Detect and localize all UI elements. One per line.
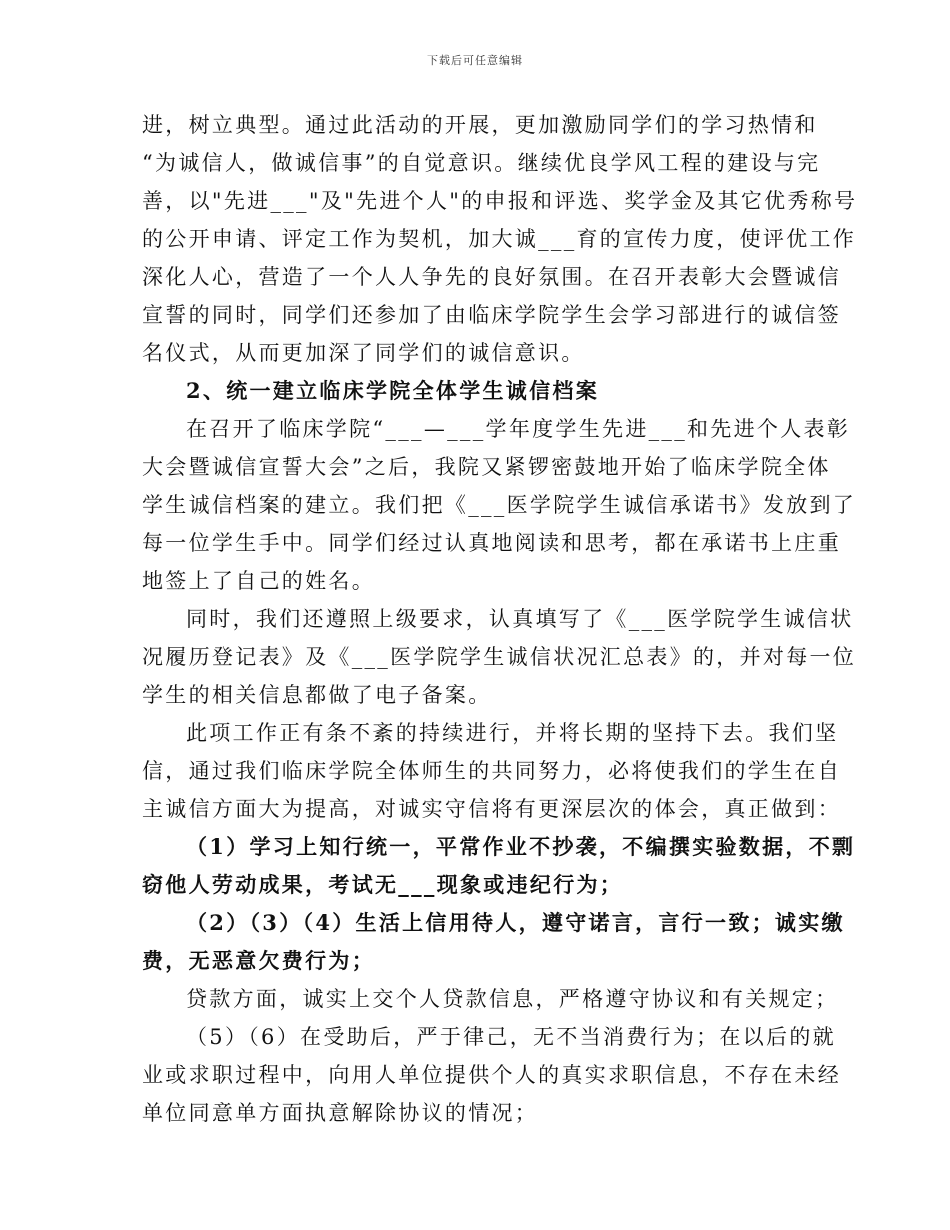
paragraph-line: 深化人心，营造了一个人人争先的良好氛围。在召开表彰大会暨诚信 — [142, 265, 841, 289]
section-heading: 2、统一建立临床学院全体学生诚信档案 — [186, 378, 600, 403]
bold-paragraph-line: （2）（3）（4）生活上信用待人，遵守诺言，言行一致；诚实缴 — [186, 910, 845, 935]
paragraph-line: 信，通过我们临床学院全体师生的共同努力，必将使我们的学生在自 — [142, 759, 841, 783]
paragraph-line: 在召开了临床学院“___—___学年度学生先进___和先进个人表彰 — [186, 417, 851, 441]
paragraph-line: （5）（6）在受助后，严于律己，无不当消费行为；在以后的就 — [186, 1025, 836, 1049]
paragraph-line: 主诚信方面大为提高，对诚实守信将有更深层次的体会，真正做到： — [142, 797, 841, 821]
paragraph-line: 地签上了自己的姓名。 — [142, 569, 375, 593]
paragraph-line: 名仪式，从而更加深了同学们的诚信意识。 — [142, 341, 585, 365]
paragraph-line: 善，以"先进___"及"先进个人"的申报和评选、奖学金及其它优秀称号 — [142, 189, 858, 213]
paragraph-line: 单位同意单方面执意解除协议的情况； — [142, 1101, 539, 1125]
paragraph-line: 贷款方面，诚实上交个人贷款信息，严格遵守协议和有关规定； — [186, 987, 839, 1011]
paragraph-line: 同时，我们还遵照上级要求，认真填写了《___医学院学生诚信状 — [186, 607, 854, 631]
paragraph-line: 进，树立典型。通过此活动的开展，更加激励同学们的学习热情和 — [142, 113, 818, 137]
paragraph-line: 况履历登记表》及《___医学院学生诚信状况汇总表》的，并对每一位 — [142, 645, 857, 669]
bold-paragraph-line: 窃他人劳动成果，考试无___现象或违纪行为； — [142, 872, 624, 897]
paragraph-line: 学生诚信档案的建立。我们把《___医学院学生诚信承诺书》发放到了 — [142, 493, 857, 517]
document-body — [142, 106, 858, 1132]
paragraph-line: 大会暨诚信宣誓大会”之后，我院又紧锣密鼓地开始了临床学院全体 — [142, 455, 831, 479]
paragraph-line: 每一位学生手中。同学们经过认真地阅读和思考，都在承诺书上庄重 — [142, 531, 841, 555]
paragraph-line: “为诚信人，做诚信事”的自觉意识。继续优良学风工程的建设与完 — [142, 151, 821, 175]
paragraph-line: 的公开申请、评定工作为契机，加大诚___育的宣传力度，使评优工作 — [142, 227, 857, 251]
paragraph-line: 学生的相关信息都做了电子备案。 — [142, 683, 492, 707]
paragraph-line: 宣誓的同时，同学们还参加了由临床学院学生会学习部进行的诚信签 — [142, 303, 841, 327]
bold-paragraph-line: （1）学习上知行统一，平常作业不抄袭，不编撰实验数据，不剽 — [186, 834, 856, 859]
paragraph-line: 业或求职过程中，向用人单位提供个人的真实求职信息，不存在未经 — [142, 1063, 841, 1087]
page-header: 下载后可任意编辑 — [427, 54, 523, 67]
bold-paragraph-line: 费，无恶意欠费行为； — [142, 948, 375, 973]
paragraph-line: 此项工作正有条不紊的持续进行，并将长期的坚持下去。我们坚 — [186, 721, 839, 745]
